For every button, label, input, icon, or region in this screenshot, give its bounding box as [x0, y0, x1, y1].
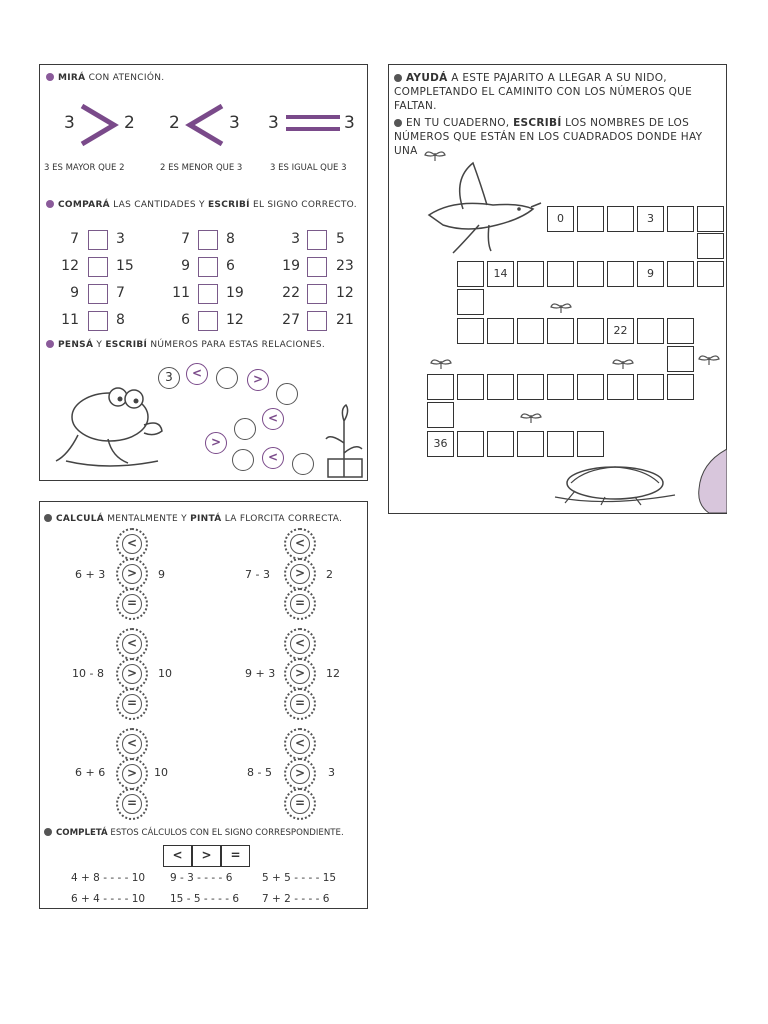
problem-value: 9	[158, 568, 165, 581]
problem-expression: 9 + 3	[245, 667, 276, 680]
compare-left: 6	[181, 312, 190, 328]
greater-than-icon	[78, 102, 120, 148]
sign-option-greater[interactable]: >	[192, 845, 221, 867]
problem-value: 3	[328, 766, 335, 779]
path-cell[interactable]	[547, 261, 574, 287]
compare-left: 3	[291, 231, 300, 247]
path-cell[interactable]	[697, 206, 724, 232]
plant-illustration	[320, 403, 368, 479]
compare-answer-box[interactable]	[198, 257, 218, 277]
flower-greater[interactable]: >	[284, 558, 316, 590]
sign-option-equal[interactable]: =	[221, 845, 250, 867]
path-cell[interactable]	[457, 431, 484, 457]
chain-blank-circle[interactable]	[234, 418, 256, 440]
bullet-icon	[44, 514, 52, 522]
compare-answer-box[interactable]	[88, 230, 108, 250]
compare-answer-box[interactable]	[198, 230, 218, 250]
calc-right: 6	[322, 893, 330, 905]
problem-expression: 7 - 3	[245, 568, 270, 581]
problem-value: 10	[154, 766, 168, 779]
instruction-escribi: EN TU CUADERNO, ESCRIBÍ LOS NOMBRES DE LOS NÚMEROS QUE ESTÁN EN LOS CUADRADOS DONDE HAY UNA	[394, 117, 703, 157]
path-cell[interactable]	[607, 206, 634, 232]
calc-left: 15 - 5	[170, 893, 201, 905]
calc-blank[interactable]: - - - -	[294, 872, 320, 884]
chain-start-number: 3	[158, 367, 180, 389]
compare-left: 7	[181, 231, 190, 247]
problem-value: 2	[326, 568, 333, 581]
path-cell[interactable]	[577, 374, 604, 400]
instruction-mira: MIRÁ CON ATENCIÓN.	[46, 73, 164, 83]
flower-greater[interactable]: >	[284, 758, 316, 790]
problem-value: 12	[326, 667, 340, 680]
equals-icon	[284, 112, 342, 136]
example3-caption: 3 ES IGUAL QUE 3	[270, 163, 347, 173]
path-cell[interactable]	[547, 318, 574, 344]
calc-item	[170, 872, 232, 884]
path-cell[interactable]	[457, 318, 484, 344]
calc-item	[71, 893, 145, 905]
leaf-icon	[429, 355, 453, 371]
compare-left: 9	[70, 285, 79, 301]
chain-sign: <	[262, 408, 284, 430]
calc-item	[170, 893, 239, 905]
path-cell[interactable]	[667, 206, 694, 232]
compare-left: 11	[172, 285, 190, 301]
compare-left: 22	[282, 285, 300, 301]
calc-blank[interactable]: - - - -	[294, 893, 320, 905]
compare-left: 7	[70, 231, 79, 247]
compare-right: 21	[336, 312, 354, 328]
compare-right: 12	[226, 312, 244, 328]
calc-blank[interactable]: - - - -	[103, 872, 129, 884]
path-cell[interactable]	[547, 431, 574, 457]
path-cell[interactable]	[637, 374, 664, 400]
calc-blank[interactable]: - - - -	[203, 893, 230, 905]
example1-b: 2	[124, 113, 135, 133]
calc-item	[262, 872, 336, 884]
path-cell[interactable]	[517, 318, 544, 344]
instruction-pensa: PENSÁ Y ESCRIBÍ NÚMEROS PARA ESTAS RELACIONES.	[46, 340, 325, 350]
calc-left: 6 + 4	[71, 893, 100, 905]
bullet-icon	[46, 340, 54, 348]
flower-equal[interactable]: =	[284, 688, 316, 720]
calc-right: 10	[131, 893, 146, 905]
bird-illustration	[423, 159, 543, 259]
calc-left: 9 - 3	[170, 872, 194, 884]
flower-less[interactable]: <	[116, 728, 148, 760]
compare-answer-box[interactable]	[88, 257, 108, 277]
chain-sign: <	[262, 447, 284, 469]
path-cell[interactable]	[487, 374, 514, 400]
path-cell[interactable]	[457, 374, 484, 400]
path-cell[interactable]	[697, 261, 724, 287]
path-cell[interactable]	[667, 261, 694, 287]
leaf-icon	[697, 351, 721, 367]
bullet-icon	[394, 74, 402, 82]
calc-right: 15	[322, 872, 337, 884]
flower-greater[interactable]: >	[116, 758, 148, 790]
compare-answer-box[interactable]	[198, 311, 218, 331]
path-cell[interactable]	[667, 346, 694, 372]
problem-expression: 10 - 8	[72, 667, 104, 680]
flower-greater[interactable]: >	[284, 658, 316, 690]
chain-sign: >	[247, 369, 269, 391]
problem-expression: 6 + 6	[75, 766, 106, 779]
path-cell[interactable]	[697, 233, 724, 259]
compare-right: 5	[336, 231, 345, 247]
leaf-icon	[519, 409, 543, 425]
instruction-calcula: CALCULÁ MENTALMENTE Y PINTÁ LA FLORCITA CORRECTA.	[44, 514, 342, 524]
chain-sign: >	[205, 432, 227, 454]
frog-illustration	[48, 375, 168, 475]
path-cell[interactable]	[457, 289, 484, 315]
chain-blank-circle[interactable]	[276, 383, 298, 405]
path-cell[interactable]	[667, 318, 694, 344]
less-than-icon	[184, 102, 226, 148]
panel-bird-path	[388, 64, 727, 514]
compare-right: 12	[336, 285, 354, 301]
compare-right: 19	[226, 285, 244, 301]
calc-left: 4 + 8	[71, 872, 100, 884]
path-cell-9[interactable]: 9	[637, 261, 664, 287]
path-cell-22[interactable]: 22	[607, 318, 634, 344]
path-cell[interactable]	[577, 206, 604, 232]
flower-less[interactable]: <	[116, 528, 148, 560]
flower-less[interactable]: <	[284, 528, 316, 560]
instruction-compara: COMPARÁ LAS CANTIDADES Y ESCRIBÍ EL SIGNO CORRECTO.	[46, 200, 357, 210]
compare-answer-box[interactable]	[307, 230, 327, 250]
compare-answer-box[interactable]	[307, 284, 327, 304]
chain-blank-circle[interactable]	[232, 449, 254, 471]
path-cell[interactable]	[637, 318, 664, 344]
instruction-completa: COMPLETÁ ESTOS CÁLCULOS CON EL SIGNO CORRESPONDIENTE.	[44, 828, 344, 838]
path-cell[interactable]	[577, 261, 604, 287]
flower-equal[interactable]: =	[116, 688, 148, 720]
compare-right: 15	[116, 258, 134, 274]
bullet-icon	[46, 200, 54, 208]
compare-answer-box[interactable]	[307, 257, 327, 277]
flower-equal[interactable]: =	[284, 588, 316, 620]
problem-expression: 8 - 5	[247, 766, 272, 779]
compare-answer-box[interactable]	[88, 284, 108, 304]
calc-right: 10	[131, 872, 146, 884]
flower-less[interactable]: <	[116, 628, 148, 660]
problem-expression: 6 + 3	[75, 568, 106, 581]
compare-answer-box[interactable]	[88, 311, 108, 331]
compare-right: 23	[336, 258, 354, 274]
decorative-shape	[679, 449, 727, 513]
panel-comparisons	[39, 64, 368, 481]
calc-item	[262, 893, 329, 905]
calc-left: 7 + 2	[262, 893, 291, 905]
calc-left: 5 + 5	[262, 872, 291, 884]
compare-right: 6	[226, 258, 235, 274]
chain-blank-circle[interactable]	[216, 367, 238, 389]
example3-a: 3	[268, 113, 279, 133]
sign-option-less[interactable]: <	[163, 845, 192, 867]
example2-a: 2	[169, 113, 180, 133]
chain-sign: <	[186, 363, 208, 385]
path-cell[interactable]	[577, 318, 604, 344]
panel-mental-calc	[39, 501, 368, 909]
path-cell[interactable]	[427, 374, 454, 400]
calc-item	[71, 872, 145, 884]
nest-illustration	[545, 457, 685, 507]
bullet-icon	[44, 828, 52, 836]
compare-left: 19	[282, 258, 300, 274]
compare-left: 11	[61, 312, 79, 328]
example2-caption: 2 ES MENOR QUE 3	[160, 163, 243, 173]
path-cell[interactable]	[607, 374, 634, 400]
leaf-icon	[549, 299, 573, 315]
example1-a: 3	[64, 113, 75, 133]
path-cell-0[interactable]: 0	[547, 206, 574, 232]
chain-blank-circle[interactable]	[292, 453, 314, 475]
path-cell[interactable]	[517, 261, 544, 287]
flower-equal[interactable]: =	[116, 588, 148, 620]
compare-right: 3	[116, 231, 125, 247]
path-cell[interactable]	[517, 431, 544, 457]
path-cell[interactable]	[577, 431, 604, 457]
path-cell[interactable]	[547, 374, 574, 400]
compare-left: 9	[181, 258, 190, 274]
instruction-ayuda: AYUDÁ A ESTE PAJARITO A LLEGAR A SU NIDO, COMPLETANDO EL CAMINITO CON LOS NÚMEROS QUE FALTAN.	[394, 72, 693, 112]
compare-answer-box[interactable]	[307, 311, 327, 331]
path-cell-36[interactable]: 36	[427, 431, 454, 457]
compare-right: 7	[116, 285, 125, 301]
leaf-icon	[611, 355, 635, 371]
calc-right: 6	[232, 893, 240, 905]
example2-b: 3	[229, 113, 240, 133]
compare-left: 12	[61, 258, 79, 274]
flower-greater[interactable]: >	[116, 658, 148, 690]
path-cell[interactable]	[487, 431, 514, 457]
bullet-icon	[394, 119, 402, 127]
example1-caption: 3 ES MAYOR QUE 2	[44, 163, 125, 173]
calc-right: 6	[225, 872, 233, 884]
path-cell[interactable]	[607, 261, 634, 287]
path-cell[interactable]	[517, 374, 544, 400]
flower-equal[interactable]: =	[116, 788, 148, 820]
compare-right: 8	[116, 312, 125, 328]
path-cell[interactable]	[667, 374, 694, 400]
flower-less[interactable]: <	[284, 628, 316, 660]
calc-blank[interactable]: - - - -	[103, 893, 129, 905]
path-cell-3[interactable]: 3	[637, 206, 664, 232]
path-cell[interactable]	[487, 318, 514, 344]
path-cell[interactable]	[457, 261, 484, 287]
calc-blank[interactable]: - - - -	[197, 872, 223, 884]
path-cell[interactable]	[427, 402, 454, 428]
bullet-icon	[46, 73, 54, 81]
flower-greater[interactable]: >	[116, 558, 148, 590]
flower-less[interactable]: <	[284, 728, 316, 760]
example3-b: 3	[344, 113, 355, 133]
compare-right: 8	[226, 231, 235, 247]
problem-value: 10	[158, 667, 172, 680]
flower-equal[interactable]: =	[284, 788, 316, 820]
compare-left: 27	[282, 312, 300, 328]
compare-answer-box[interactable]	[198, 284, 218, 304]
path-cell-14[interactable]: 14	[487, 261, 514, 287]
